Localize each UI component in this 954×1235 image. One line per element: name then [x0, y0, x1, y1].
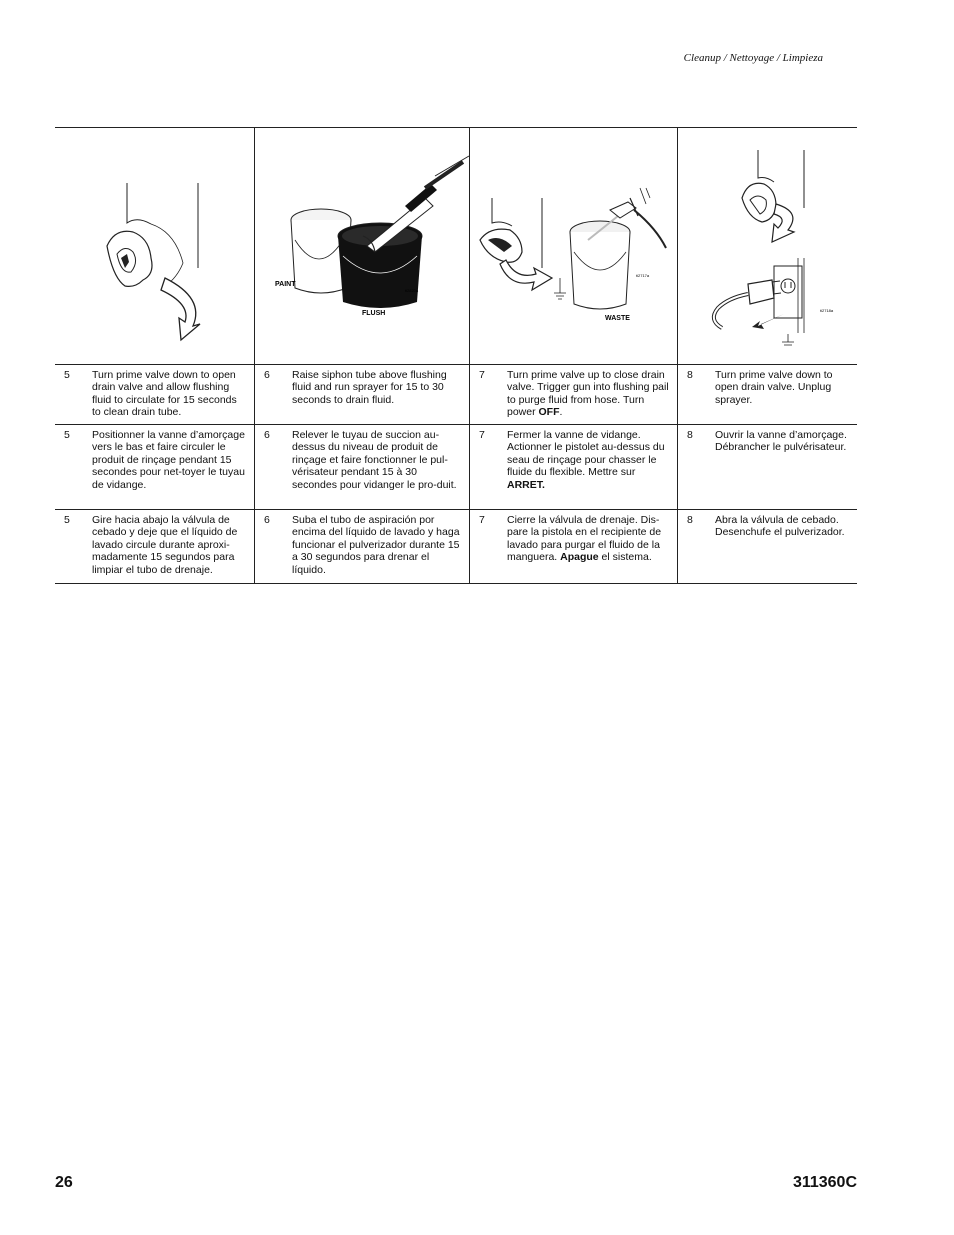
- step-text: Fermer la vanne de vidange. Actionner le pistolet au-dessus du seau de rinçage pour chasser le fluide du flexible. Mettre sur: [507, 429, 665, 479]
- step-text-wrap: [507, 369, 671, 418]
- step-text: Cierre la válvula de drenaje. Dis-pare la pistola en el recipiente de lavado para purgar el fluido de la manguera.: [507, 514, 662, 564]
- page-number: 26: [55, 1174, 73, 1191]
- step-text: Suba el tubo de aspiración por encima del líquido de lavado y haga funcionar el pulverizador durante 15 a 30 segundos para drenar el líquido.: [292, 514, 460, 576]
- step-text-tail: .: [559, 406, 563, 419]
- step-number: 5: [64, 429, 70, 441]
- step-7-es: [469, 510, 677, 583]
- document-number: 311360C: [792, 1174, 857, 1191]
- step-number: 7: [479, 369, 485, 381]
- step-number: 8: [687, 429, 693, 441]
- step-8-en: [677, 365, 857, 424]
- step-6-es: [254, 510, 469, 583]
- step-text-wrap: [507, 429, 671, 503]
- step-5-en: [55, 365, 254, 424]
- step-text: Raise siphon tube above flushing fluid and run sprayer for 15 to 30 seconds to drain fluid.: [292, 369, 447, 406]
- step-number: 6: [264, 369, 270, 381]
- figure-code-7: ti2717a: [636, 273, 650, 278]
- step-6-en: [254, 365, 469, 424]
- trigger-gun-waste-illustration: [470, 128, 678, 364]
- paint-label: PAINT: [275, 281, 296, 288]
- step-8-es: [677, 510, 857, 583]
- section-header: Cleanup / Nettoyage / Limpieza: [683, 52, 823, 64]
- step-text: Positionner la vanne d’amorçage vers le bas et faire circuler le produit de rinçage pendant 15 secondes pour net-toyer le tuyau de vidange.: [92, 429, 245, 491]
- illustration-row: [55, 128, 857, 365]
- step-number: 7: [479, 514, 485, 526]
- waste-label: WASTE: [605, 315, 630, 322]
- figure-step-8: [677, 128, 857, 364]
- step-number: 6: [264, 514, 270, 526]
- prime-valve-down-illustration: [55, 128, 254, 364]
- step-number: 5: [64, 514, 70, 526]
- step-text: Relever le tuyau de succion au-dessus du niveau de produit de rinçage et faire fonctionner le pul-vérisateur pendant 15 à 30 secondes pour vidanger le pro-duit.: [292, 429, 457, 491]
- step-number: 6: [264, 429, 270, 441]
- steps-row-spanish: [55, 510, 857, 584]
- step-text-wrap: [507, 514, 671, 577]
- figure-step-5: [55, 128, 254, 364]
- flush-label: FLUSH: [362, 310, 386, 317]
- figure-step-7: [469, 128, 677, 364]
- step-text: Turn prime valve down to open drain valve and allow flushing fluid to circulate for 15 seconds to clean drain tube.: [92, 369, 237, 419]
- step-8-fr: [677, 425, 857, 509]
- step-5-es: [55, 510, 254, 583]
- step-emphasis: Apague: [560, 551, 599, 564]
- step-number: 8: [687, 369, 693, 381]
- figure-code-8: ti2718a: [820, 308, 834, 313]
- step-7-fr: [469, 425, 677, 509]
- step-emphasis: OFF: [538, 406, 560, 419]
- steps-row-french: [55, 425, 857, 510]
- step-text: Gire hacia abajo la válvula de cebado y deje que el líquido de lavado circule durante aproxi-madamente 15 segundos para limpiar el tubo de drenaje.: [92, 514, 238, 576]
- step-number: 5: [64, 369, 70, 381]
- step-7-en: [469, 365, 677, 424]
- step-number: 8: [687, 514, 693, 526]
- step-text: Turn prime valve up to close drain valve. Trigger gun into flushing pail to purge fluid from hose. Turn power: [507, 369, 669, 419]
- step-text: Turn prime valve down to open drain valve. Unplug sprayer.: [715, 369, 833, 406]
- step-emphasis: ARRET.: [507, 478, 545, 491]
- cleanup-steps-table: [55, 127, 857, 584]
- steps-row-english: [55, 365, 857, 425]
- figure-code-6: ti2820a: [405, 288, 419, 293]
- step-5-fr: [55, 425, 254, 509]
- step-text-tail: el sistema.: [598, 551, 652, 564]
- figure-step-6: [254, 128, 469, 364]
- step-number: 7: [479, 429, 485, 441]
- unplug-sprayer-illustration: [678, 128, 858, 364]
- step-6-fr: [254, 425, 469, 509]
- step-text: Abra la válvula de cebado. Desenchufe el pulverizador.: [715, 514, 845, 539]
- siphon-tube-flush-illustration: [255, 128, 470, 364]
- step-text: Ouvrir la vanne d’amorçage. Débrancher le pulvérisateur.: [715, 429, 847, 454]
